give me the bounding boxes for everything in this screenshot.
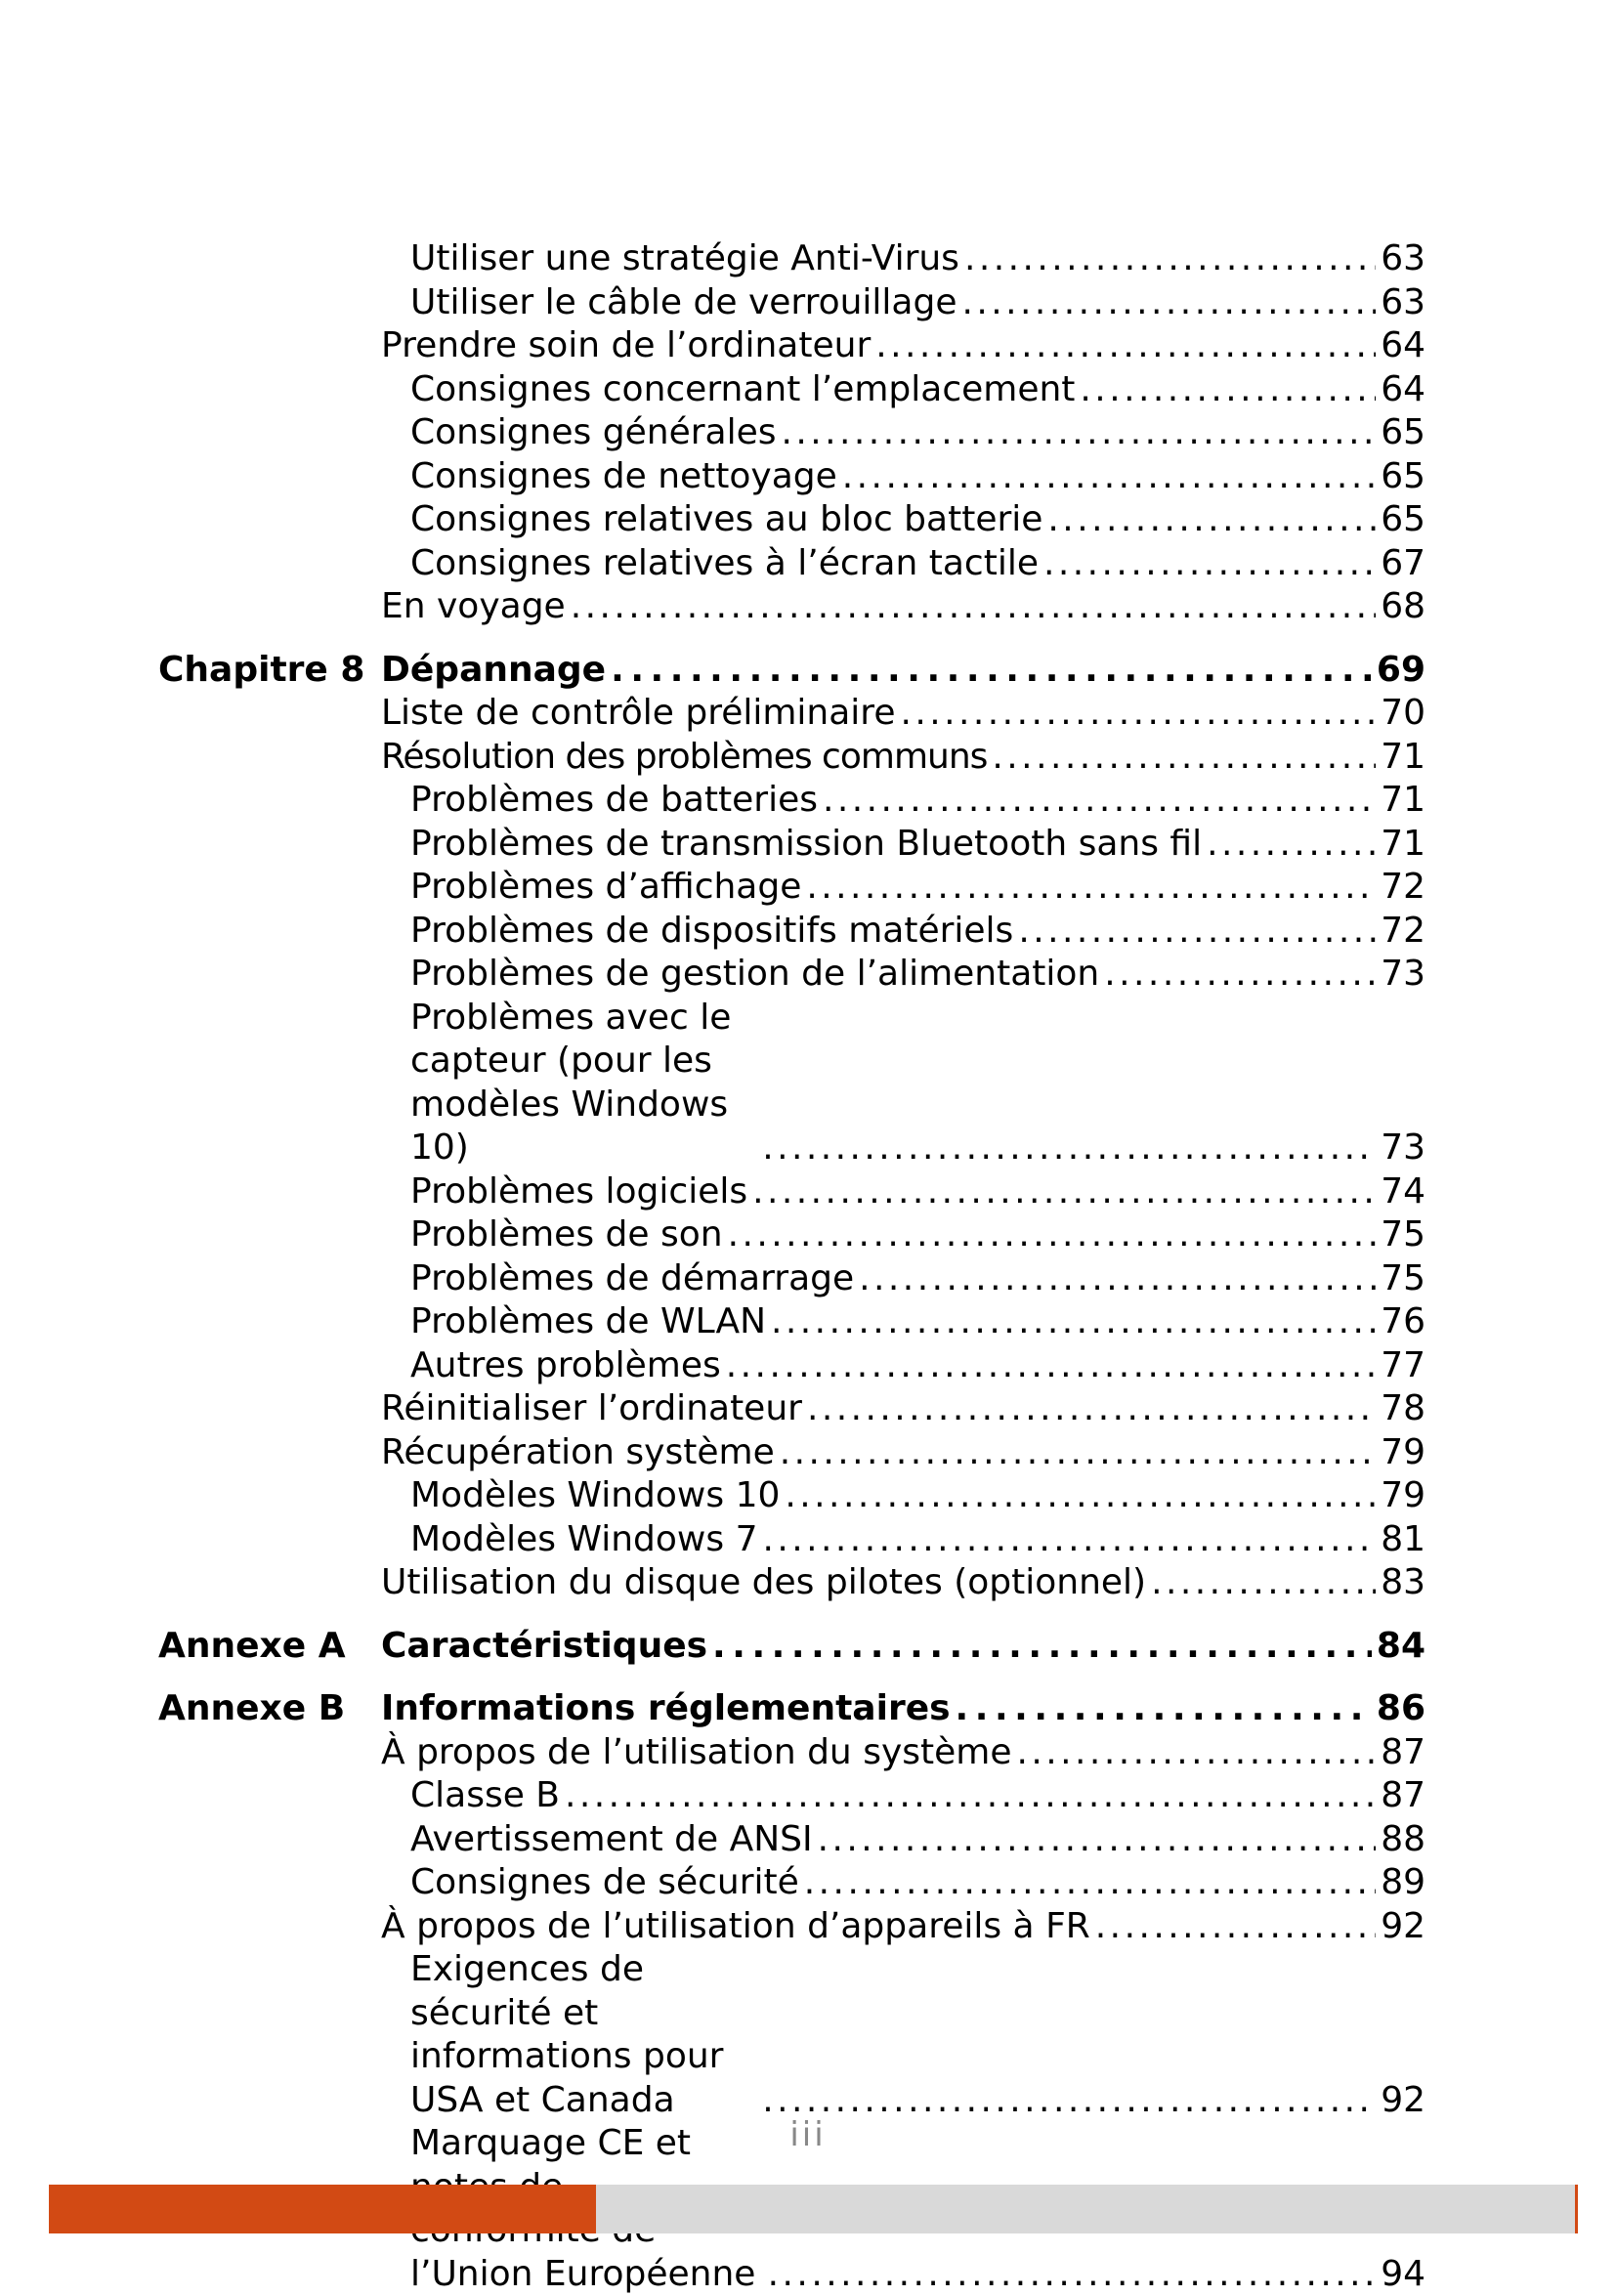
leader-dots (818, 1818, 1377, 1862)
chapter-label: Chapitre 8 (158, 649, 381, 693)
leader-dots (806, 866, 1376, 910)
leader-dots (842, 455, 1376, 499)
chapter-label: Annexe B (158, 1687, 381, 1731)
toc-entry-text: Problèmes de transmission Bluetooth sans fil (410, 823, 1202, 867)
toc-entry-text: Problèmes d’affichage (410, 866, 801, 910)
toc-entry-page: 63 (1381, 281, 1425, 325)
toc-entry[interactable] (158, 324, 1429, 368)
toc-entry[interactable] (158, 1431, 1429, 1475)
toc-chapter-heading[interactable] (158, 1625, 1429, 1669)
leader-dots (956, 1687, 1372, 1731)
toc-entry-text: Problèmes de WLAN (410, 1300, 766, 1344)
toc-entry[interactable] (158, 1300, 1429, 1344)
leader-dots (992, 736, 1376, 780)
toc-entry-text: Problèmes de batteries (410, 779, 818, 823)
toc-entry-text: Problèmes logiciels (410, 1170, 747, 1214)
toc-group (158, 237, 1429, 629)
toc-entry-page: 83 (1381, 1561, 1425, 1605)
toc-entry-page: 70 (1381, 692, 1425, 736)
leader-dots (804, 1861, 1376, 1905)
toc-entry-page: 75 (1381, 1257, 1425, 1301)
leader-dots (859, 1257, 1376, 1301)
toc-entry-text: Problèmes de dispositifs matériels (410, 910, 1013, 954)
toc-entry[interactable] (158, 1774, 1429, 1818)
toc-entry-page: 78 (1381, 1387, 1425, 1431)
leader-dots (571, 585, 1376, 629)
toc-entry[interactable] (158, 498, 1429, 542)
toc-entry-page: 64 (1381, 324, 1425, 368)
leader-dots (762, 1127, 1376, 1170)
toc-entry[interactable] (158, 411, 1429, 455)
toc-entry[interactable] (158, 1213, 1429, 1257)
toc-group (158, 649, 1429, 1605)
toc-entry-page: 71 (1381, 779, 1425, 823)
toc-entry-page: 63 (1381, 237, 1425, 281)
toc-entry[interactable] (158, 237, 1429, 281)
toc-entry-text: Consignes de nettoyage (410, 455, 837, 499)
toc-entry[interactable] (158, 736, 1429, 780)
toc-entry-page: 75 (1381, 1213, 1425, 1257)
toc-chapter-heading[interactable] (158, 649, 1429, 693)
toc-entry-text: Consignes concernant l’emplacement (410, 368, 1075, 412)
toc-entry-text: Marquage CE et l’Union Européenne (410, 2122, 763, 2296)
toc-entry[interactable] (158, 1257, 1429, 1301)
leader-dots (875, 324, 1376, 368)
toc-entry-page: 67 (1381, 542, 1425, 586)
toc-entry-text: Exigences de sécurité et informations pour USA et Canada (410, 1948, 757, 2122)
toc-entry-text: Utilisation du disque des pilotes (optionnel) (381, 1561, 1146, 1605)
toc-entry-text: Utiliser une stratégie Anti-Virus (410, 237, 959, 281)
toc-entry[interactable] (158, 997, 1429, 1170)
toc-entry[interactable] (158, 866, 1429, 910)
toc-entry-page: 65 (1381, 498, 1425, 542)
leader-dots (781, 411, 1376, 455)
toc-entry[interactable] (158, 1518, 1429, 1562)
toc-entry-page: 89 (1381, 1861, 1425, 1905)
footer-bar (49, 2185, 1575, 2233)
leader-dots (1018, 910, 1376, 954)
toc-entry[interactable] (158, 368, 1429, 412)
toc-entry-page: 71 (1381, 736, 1425, 780)
toc-entry-text: Modèles Windows 10 (410, 1474, 780, 1518)
leader-dots (823, 779, 1376, 823)
toc-entry[interactable] (158, 823, 1429, 867)
toc-entry[interactable] (158, 1344, 1429, 1388)
toc-entry-text: Problèmes de démarrage (410, 1257, 854, 1301)
leader-dots (900, 692, 1376, 736)
toc-entry-page: 87 (1381, 1731, 1425, 1775)
toc-entry[interactable] (158, 1905, 1429, 1949)
toc-entry[interactable] (158, 1474, 1429, 1518)
chapter-page: 69 (1377, 649, 1425, 693)
toc-entry-page: 71 (1381, 823, 1425, 867)
toc-entry-page: 73 (1381, 953, 1425, 997)
leader-dots (1207, 823, 1376, 867)
leader-dots (1047, 498, 1376, 542)
toc-entry-text: À propos de l’utilisation d’appareils à FR (381, 1905, 1090, 1949)
toc-chapter-heading[interactable] (158, 1687, 1429, 1731)
toc-entry[interactable] (158, 1387, 1429, 1431)
leader-dots (1151, 1561, 1376, 1605)
toc-entry-text: Prendre soin de l’ordinateur (381, 324, 871, 368)
leader-dots (768, 2253, 1377, 2296)
toc-entry[interactable] (158, 953, 1429, 997)
toc-entry-text: Utiliser le câble de verrouillage (410, 281, 957, 325)
toc-entry-page: 72 (1381, 866, 1425, 910)
leader-dots (785, 1474, 1376, 1518)
leader-dots (1080, 368, 1376, 412)
toc-entry-page: 88 (1381, 1818, 1425, 1862)
toc-entry-page: 72 (1381, 910, 1425, 954)
toc-entry-page: 65 (1381, 455, 1425, 499)
toc-entry-page: 76 (1381, 1300, 1425, 1344)
toc-entry-text: Consignes générales (410, 411, 776, 455)
toc-entry-text: Consignes relatives au bloc batterie (410, 498, 1042, 542)
toc-entry-text: Réinitialiser l’ordinateur (381, 1387, 802, 1431)
toc-entry[interactable] (158, 1170, 1429, 1214)
toc-entry-page: 65 (1381, 411, 1425, 455)
chapter-title: Caractéristiques (381, 1625, 707, 1669)
leader-dots (1043, 542, 1376, 586)
toc-entry[interactable] (158, 1818, 1429, 1862)
toc-entry-text: Récupération système (381, 1431, 775, 1475)
toc-entry[interactable] (158, 692, 1429, 736)
toc-entry-page: 79 (1381, 1431, 1425, 1475)
leader-dots (565, 1774, 1376, 1818)
toc-entry[interactable] (158, 542, 1429, 586)
leader-dots (962, 281, 1377, 325)
toc-entry-text: Problèmes avec le capteur (pour les modèles Windows 10) (410, 997, 757, 1170)
page-number: iii (0, 2115, 1616, 2154)
toc-entry-text: Autres problèmes (410, 1344, 721, 1388)
footer-end-tick (1575, 2185, 1578, 2233)
leader-dots (1017, 1731, 1377, 1775)
toc-entry[interactable] (158, 1731, 1429, 1775)
footer-accent-stripe (49, 2185, 596, 2233)
leader-dots (726, 1344, 1376, 1388)
toc-entry-text: Modèles Windows 7 (410, 1518, 757, 1562)
toc-entry-text: Consignes de sécurité (410, 1861, 799, 1905)
toc-entry-text: En voyage (381, 585, 566, 629)
chapter-title: Informations réglementaires (381, 1687, 951, 1731)
chapter-page: 86 (1377, 1687, 1425, 1731)
toc-entry-page: 87 (1381, 1774, 1425, 1818)
toc-entry[interactable] (158, 281, 1429, 325)
leader-dots (762, 1518, 1376, 1562)
toc-entry-text: À propos de l’utilisation du système (381, 1731, 1012, 1775)
toc-entry[interactable] (158, 1861, 1429, 1905)
toc-entry[interactable] (158, 585, 1429, 629)
table-of-contents (158, 237, 1429, 2296)
toc-entry-page: 79 (1381, 1474, 1425, 1518)
toc-entry-text: Résolution des problèmes communs (381, 736, 987, 780)
toc-entry-text: Problèmes de son (410, 1213, 723, 1257)
toc-entry[interactable] (158, 1561, 1429, 1605)
toc-entry[interactable] (158, 779, 1429, 823)
toc-entry-text: Problèmes de gestion de l’alimentation (410, 953, 1099, 997)
toc-entry-page: 74 (1381, 1170, 1425, 1214)
toc-entry-page: 77 (1381, 1344, 1425, 1388)
toc-entry-page: 94 (1381, 2253, 1425, 2296)
toc-entry-text: Classe B (410, 1774, 560, 1818)
leader-dots (712, 1625, 1372, 1669)
leader-dots (1095, 1905, 1376, 1949)
toc-entry[interactable] (158, 455, 1429, 499)
leader-dots (1104, 953, 1376, 997)
toc-entry-page: 81 (1381, 1518, 1425, 1562)
toc-entry-page: 73 (1381, 1127, 1425, 1170)
toc-entry-page: 92 (1381, 2079, 1425, 2123)
leader-dots (807, 1387, 1376, 1431)
leader-dots (752, 1170, 1376, 1214)
toc-entry-text: Avertissement de ANSI (410, 1818, 813, 1862)
toc-entry-text: Consignes relatives à l’écran tactile (410, 542, 1039, 586)
toc-entry-page: 92 (1381, 1905, 1425, 1949)
leader-dots (611, 649, 1372, 693)
toc-entry-text: Liste de contrôle préliminaire (381, 692, 895, 736)
toc-group (158, 1625, 1429, 1669)
toc-entry[interactable] (158, 1948, 1429, 2122)
leader-dots (964, 237, 1376, 281)
toc-entry[interactable] (158, 910, 1429, 954)
toc-entry-page: 68 (1381, 585, 1425, 629)
chapter-page: 84 (1377, 1625, 1425, 1669)
chapter-label: Annexe A (158, 1625, 381, 1669)
chapter-title: Dépannage (381, 649, 606, 693)
leader-dots (771, 1300, 1376, 1344)
leader-dots (780, 1431, 1376, 1475)
toc-entry-page: 64 (1381, 368, 1425, 412)
leader-dots (728, 1213, 1377, 1257)
